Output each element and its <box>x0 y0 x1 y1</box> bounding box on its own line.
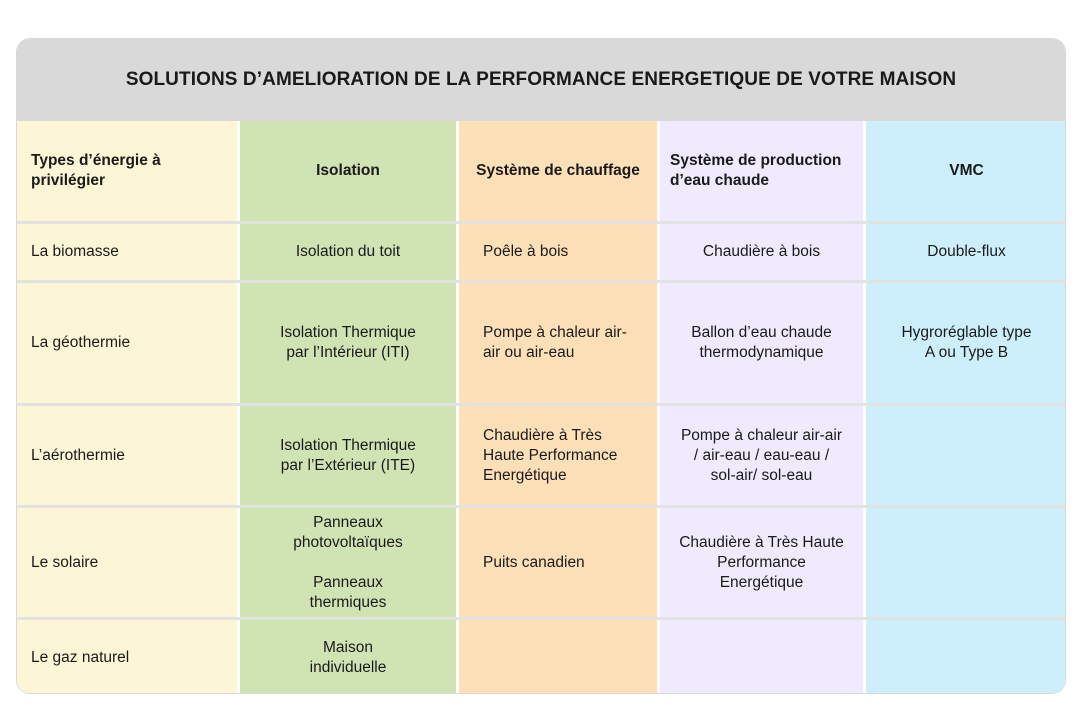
title-bar <box>17 39 1065 121</box>
cell-heating <box>459 620 657 694</box>
header-vmc: VMC <box>866 121 1066 221</box>
cell-vmc <box>866 620 1066 694</box>
cell-isolation: Isolation Thermique par l’Extérieur (ITE) <box>240 406 456 505</box>
table-header-row <box>17 121 1065 221</box>
table-row <box>17 620 1065 694</box>
cell-heating: Poêle à bois <box>459 224 657 280</box>
cell-energy: La géothermie <box>17 283 237 403</box>
cell-vmc <box>866 508 1066 617</box>
cell-isolation: Maison individuelle <box>240 620 456 694</box>
solutions-table-card <box>16 38 1066 694</box>
cell-energy: La biomasse <box>17 224 237 280</box>
table-title: SOLUTIONS D’AMELIORATION DE LA PERFORMANCE ENERGETIQUE DE VOTRE MAISON <box>125 69 957 90</box>
cell-isolation: Isolation du toit <box>240 224 456 280</box>
cell-vmc <box>866 406 1066 505</box>
cell-isolation: Panneaux photovoltaïques Panneaux thermiques <box>240 508 456 617</box>
cell-isolation: Isolation Thermique par l’Intérieur (ITI) <box>240 283 456 403</box>
header-hot-water-system: Système de production d’eau chaude <box>660 121 863 221</box>
header-isolation: Isolation <box>240 121 456 221</box>
cell-heating: Pompe à chaleur air- air ou air-eau <box>459 283 657 403</box>
cell-hot-water <box>660 620 863 694</box>
cell-hot-water: Ballon d’eau chaude thermodynamique <box>660 283 863 403</box>
table-row <box>17 508 1065 617</box>
cell-vmc: Hygroréglable type A ou Type B <box>866 283 1066 403</box>
header-heating-system: Système de chauffage <box>459 121 657 221</box>
table-row <box>17 224 1065 280</box>
cell-hot-water: Pompe à chaleur air-air / air-eau / eau-eau / sol-air/ sol-eau <box>660 406 863 505</box>
cell-energy: Le solaire <box>17 508 237 617</box>
cell-heating: Puits canadien <box>459 508 657 617</box>
cell-hot-water: Chaudière à bois <box>660 224 863 280</box>
cell-hot-water: Chaudière à Très Haute Performance Energétique <box>660 508 863 617</box>
cell-energy: L’aérothermie <box>17 406 237 505</box>
header-energy-types: Types d’énergie à privilégier <box>17 121 237 221</box>
cell-heating: Chaudière à Très Haute Performance Energétique <box>459 406 657 505</box>
cell-vmc: Double-flux <box>866 224 1066 280</box>
table-row <box>17 283 1065 403</box>
table-row <box>17 406 1065 505</box>
cell-energy: Le gaz naturel <box>17 620 237 694</box>
